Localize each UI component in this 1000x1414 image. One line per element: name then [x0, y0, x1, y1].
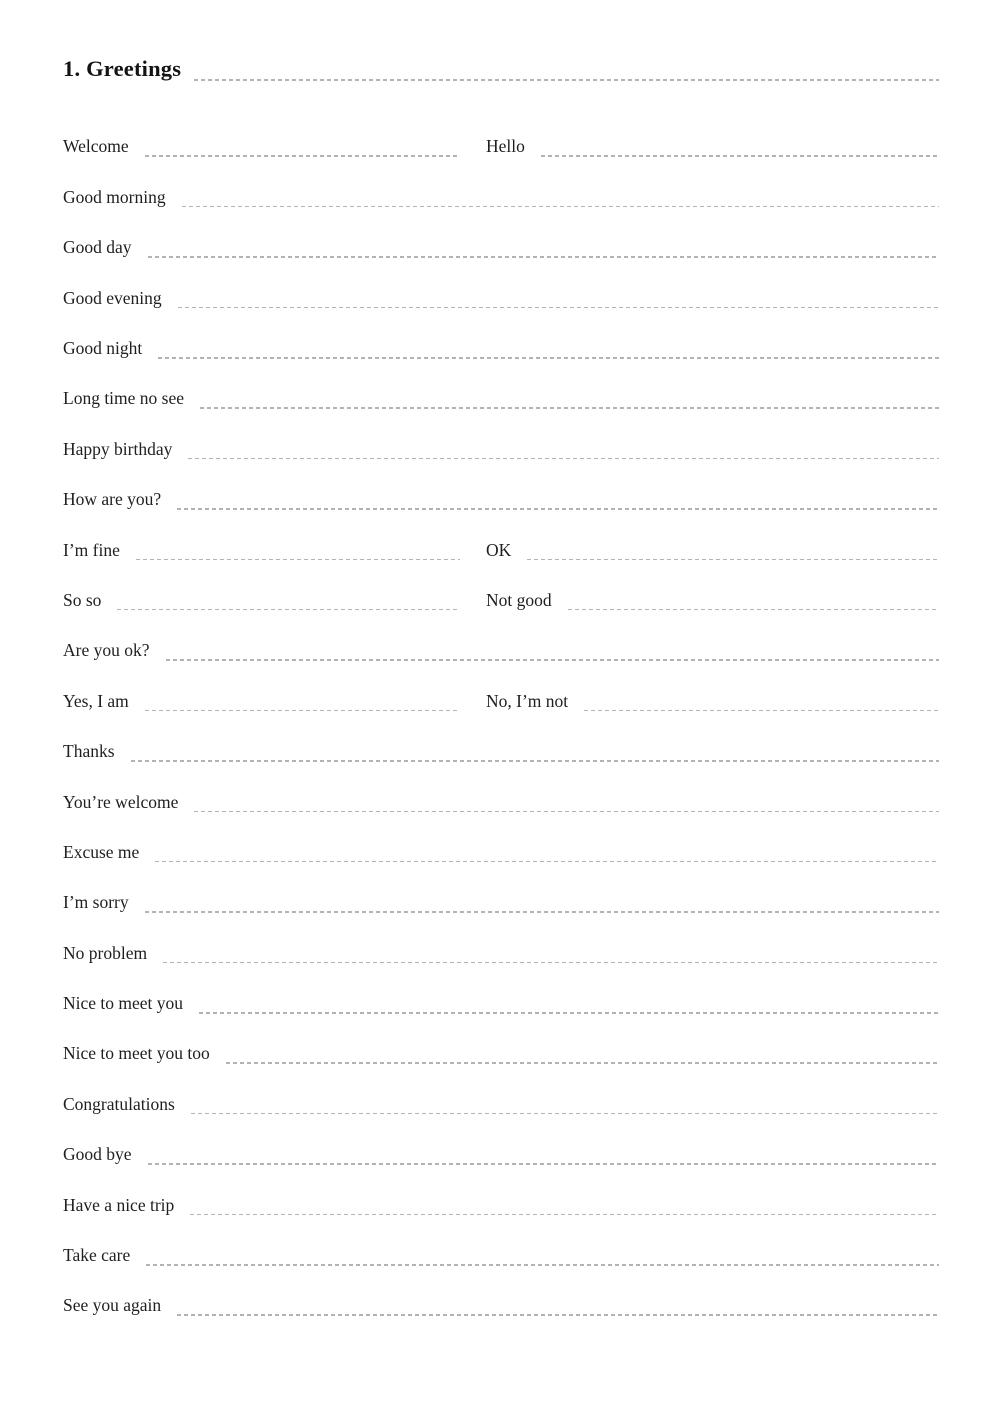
phrase-row [63, 928, 939, 978]
answer-dotted-line [163, 962, 939, 964]
page-content [63, 0, 939, 1331]
phrase-label: I’m sorry [63, 892, 129, 913]
phrase-row [63, 525, 939, 575]
answer-dotted-line [191, 1113, 939, 1115]
phrase-row [63, 1231, 939, 1281]
phrase-cell-right [486, 525, 939, 575]
phrase-row [63, 424, 939, 474]
phrase-row [63, 727, 939, 777]
phrase-cell-left [63, 576, 460, 626]
answer-dotted-line [190, 1214, 939, 1216]
phrase-label: Thanks [63, 741, 115, 762]
answer-dotted-line [182, 206, 939, 208]
phrase-label: Happy birthday [63, 438, 173, 459]
answer-dotted-line [177, 1314, 939, 1316]
phrase-cell-left [63, 525, 460, 575]
answer-dotted-line [194, 811, 939, 813]
phrase-cell-left [63, 122, 460, 172]
phrase-label: How are you? [63, 489, 162, 510]
answer-dotted-line [541, 155, 939, 157]
phrase-row [63, 1281, 939, 1331]
phrase-label: See you again [63, 1295, 162, 1316]
answer-dotted-line [527, 559, 939, 561]
phrase-label: Good night [63, 338, 143, 358]
phrase-label: You’re welcome [63, 791, 179, 812]
answer-dotted-line [136, 559, 460, 561]
phrase-label: Hello [486, 136, 525, 157]
phrase-label: I’m fine [63, 539, 120, 560]
phrase-label: Nice to meet you [63, 993, 184, 1014]
answer-dotted-line [146, 1264, 939, 1266]
phrase-label: OK [486, 539, 512, 560]
answer-dotted-line [145, 710, 460, 712]
phrase-cell-right [486, 576, 939, 626]
phrase-label: Good evening [63, 287, 162, 308]
answer-dotted-line [155, 861, 939, 863]
phrase-row [63, 1029, 939, 1079]
phrase-label: Have a nice trip [63, 1194, 175, 1215]
answer-dotted-line [199, 1012, 939, 1014]
phrase-label: So so [63, 589, 102, 610]
answer-dotted-line [226, 1062, 939, 1064]
phrase-label: Good bye [63, 1144, 132, 1165]
phrase-row [63, 273, 939, 323]
phrase-label: Excuse me [63, 841, 140, 862]
phrase-cell-right [486, 676, 939, 726]
answer-dotted-line [145, 911, 939, 913]
answer-dotted-line [148, 1163, 939, 1165]
phrase-row [63, 1079, 939, 1129]
phrase-label: No problem [63, 942, 148, 963]
phrase-label: Long time no see [63, 388, 185, 409]
phrase-label: Congratulations [63, 1093, 175, 1114]
phrase-label: Nice to meet you too [63, 1043, 210, 1064]
phrase-row [63, 122, 939, 172]
answer-dotted-line [200, 407, 939, 409]
phrase-row [63, 172, 939, 222]
phrase-label: Are you ok? [63, 640, 150, 661]
phrase-row [63, 374, 939, 424]
phrase-label: No, I’m not [486, 690, 569, 711]
phrase-row [63, 979, 939, 1029]
answer-dotted-line [166, 659, 939, 661]
phrase-cell-right [486, 122, 939, 172]
answer-dotted-line [178, 307, 939, 309]
phrase-label: Not good [486, 589, 552, 610]
answer-dotted-line [131, 760, 939, 762]
page-title: 1. Greetings [63, 56, 182, 81]
answer-dotted-line [584, 710, 939, 712]
answer-dotted-line [148, 256, 939, 258]
answer-dotted-line [117, 609, 460, 611]
phrase-row [63, 223, 939, 273]
phrase-row [63, 777, 939, 827]
answer-dotted-line [177, 508, 939, 510]
phrase-row [63, 324, 939, 374]
phrase-label: Yes, I am [63, 690, 129, 711]
phrase-label: Welcome [63, 136, 129, 157]
phrase-row [63, 576, 939, 626]
answer-dotted-line [145, 155, 460, 157]
phrase-row [63, 475, 939, 525]
answer-dotted-line [158, 357, 939, 359]
answer-dotted-line [568, 609, 939, 611]
answer-dotted-line [188, 458, 939, 460]
phrase-row [63, 1180, 939, 1230]
phrase-label: Take care [63, 1245, 131, 1266]
phrase-row [63, 676, 939, 726]
phrase-row [63, 827, 939, 877]
phrase-row [63, 626, 939, 676]
title-dotted-line [194, 79, 939, 81]
phrase-label: Good day [63, 237, 132, 258]
phrase-row [63, 1130, 939, 1180]
section-title-row [63, 52, 939, 86]
phrase-label: Good morning [63, 186, 166, 207]
phrase-cell-left [63, 676, 460, 726]
phrase-row [63, 878, 939, 928]
phrase-list [63, 122, 939, 1331]
